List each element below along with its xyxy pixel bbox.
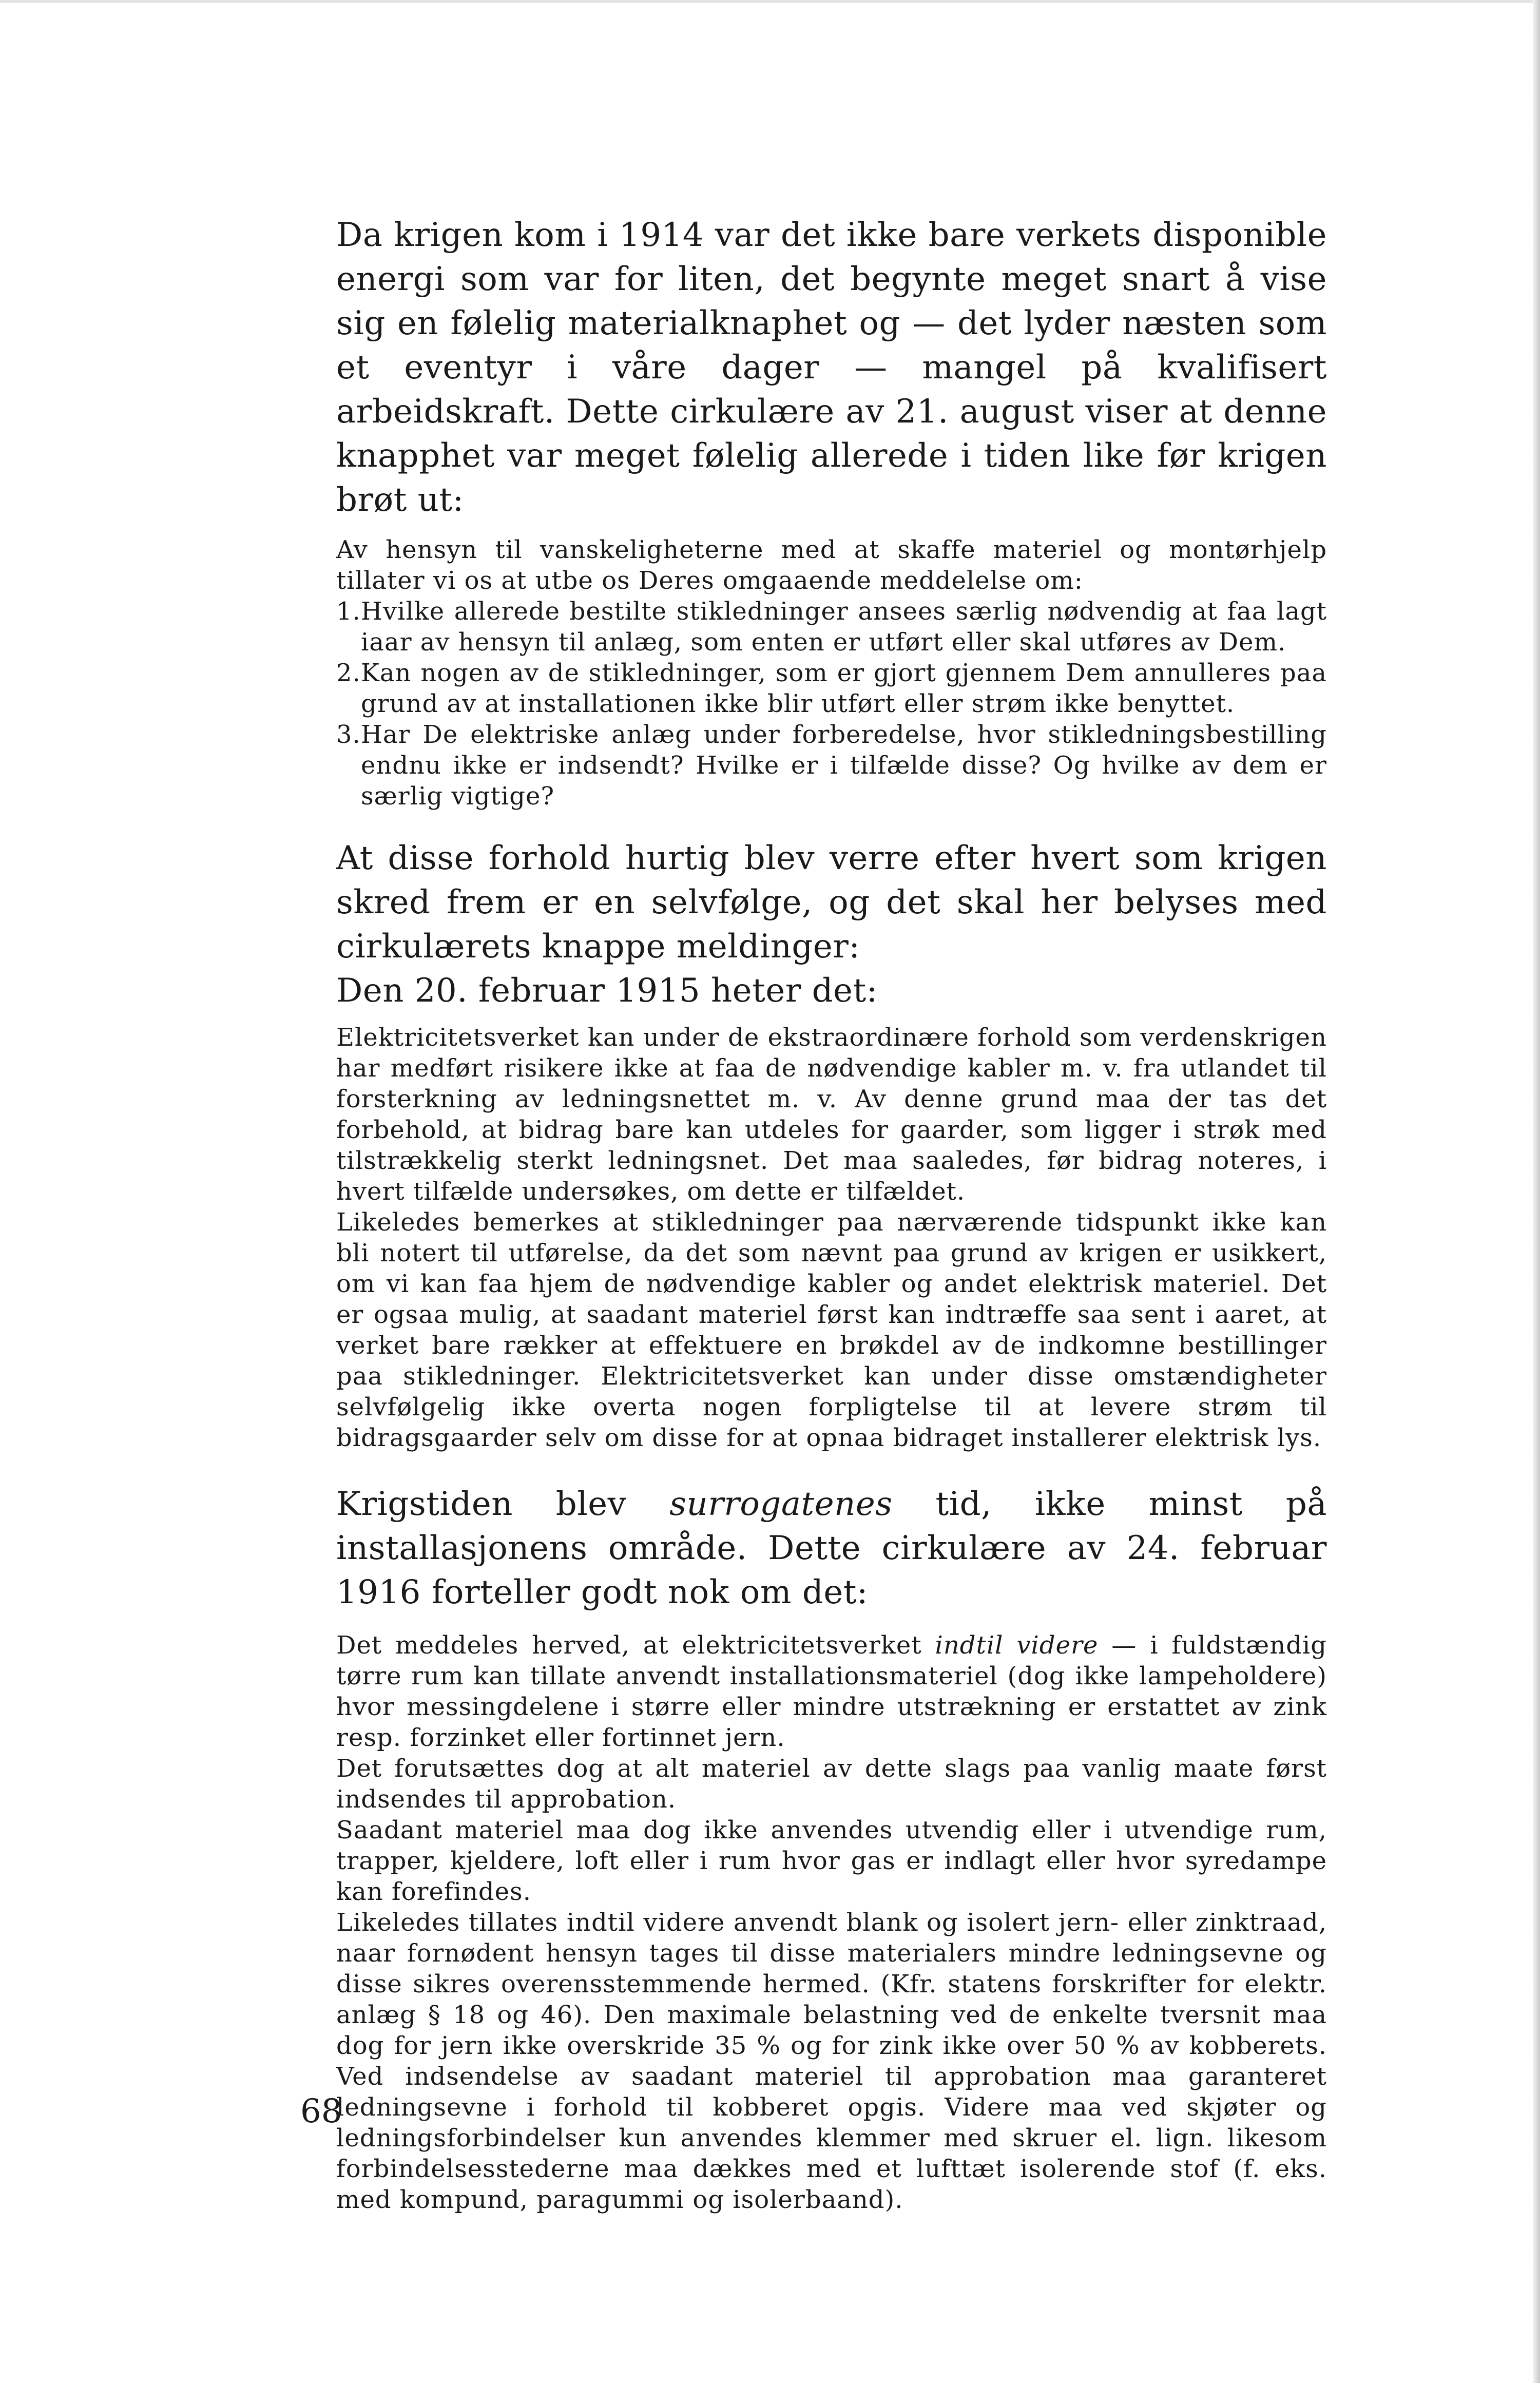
quote-first-before: Det meddeles herved, at elektricitetsverket (336, 1631, 935, 1660)
list-item-text: Hvilke allerede bestilte stikledninger ansees særlig nødvendig at faa lagt iaar av hensyn til anlæg, som enten er utført eller skal utføres av Dem. (361, 597, 1327, 657)
list-item-number: 1. (336, 597, 361, 626)
quote-paragraph: Elektricitetsverket kan under de ekstraordinære forhold som verdenskrigen har medført risikere ikke at faa de nødvendige kabler m. v. fra utlandet til forsterkning av ledningsnettet m. v. Av denne grund maa der tas det forbehold, at bidrag bare kan utdeles for gaarder, som ligger i strøk med tilstrækkelig sterkt ledningsnet. Det maa saaledes, før bidrag noteres, i hvert tilfælde undersøkes, om dette er tilfældet. (336, 1023, 1327, 1206)
quote-paragraph: Saadant materiel maa dog ikke anvendes utvendig eller i utvendige rum, trapper, kjeldere, loft eller i rum hvor gas er indlagt eller hvor syredampe kan forefindes. (336, 1816, 1327, 1906)
circular-quote-1914 (336, 534, 1327, 812)
list-item-number: 3. (336, 720, 361, 749)
paragraph-4-italic: surrogatenes (669, 1485, 893, 1523)
list-item (336, 596, 1327, 658)
paragraph-1: Da krigen kom i 1914 var det ikke bare verkets disponible energi som var for liten, det begynte meget snart å vise sig en følelig materialknaphet og — det lyder næsten som et eventyr i våre dager — mangel på kvalifisert arbeidskraft. Dette cirkulære av 21. august viser at denne knapphet var meget følelig allerede i tiden like før krigen brøt ut: (336, 216, 1327, 519)
quote-paragraph: Det forutsættes dog at alt materiel av dette slags paa vanlig maate først indsendes til approbation. (336, 1754, 1327, 1814)
paragraph-4-before: Krigstiden blev (336, 1485, 670, 1523)
circular-quote-1916 (336, 1630, 1327, 2215)
circular-quote-1915 (336, 1022, 1327, 1453)
quote-paragraph: Likeledes bemerkes at stikledninger paa nærværende tidspunkt ikke kan bli notert til utførelse, da det som nævnt paa grund av krigen er usikkert, om vi kan faa hjem de nødvendige kabler og andet elektrisk materiel. Det er ogsaa mulig, at saadant materiel først kan indtræffe saa sent i aaret, at verket bare rækker at effektuere en brøkdel av de indkomne bestillinger paa stikledninger. Elektricitetsverket kan under disse omstændigheter selvfølgelig ikke overta nogen forpligtelse til at levere strøm til bidragsgaarder selv om disse for at opnaa bidraget installerer elektrisk lys. (336, 1208, 1327, 1452)
paragraph-4 (336, 1482, 1327, 1615)
page-body (336, 213, 1327, 2215)
quote-list (336, 596, 1327, 812)
paragraph-3: Den 20. februar 1915 heter det: (336, 972, 878, 1010)
quote-first-after: — i fuldstændig tørre rum kan tillate anvendt installationsmateriel (dog ikke lampeholdere) hvor messingdelene i større eller mindre utstrækning er erstattet av zink resp. forzinket eller fortinnet jern. (336, 1631, 1327, 1752)
list-item-text: Kan nogen av de stikledninger, som er gjort gjennem Dem annulleres paa grund av at installationen ikke blir utført eller strøm ikke benyttet. (361, 659, 1327, 718)
page-number: 68 (300, 2092, 342, 2130)
paragraph-4-after: tid, ikke minst på installasjonens område. Dette cirkulære av 24. februar 1916 forteller godt nok om det: (336, 1485, 1327, 1611)
list-item-number: 2. (336, 659, 361, 687)
page-right-edge (1533, 0, 1540, 2383)
quote-intro: Av hensyn til vanskeligheterne med at skaffe materiel og montørhjelp tillater vi os at utbe os Deres omgaaende meddelelse om: (336, 535, 1327, 595)
quote-paragraph (336, 1630, 1327, 1753)
list-item (336, 719, 1327, 812)
quote-paragraph: Likeledes tillates indtil videre anvendt blank og isolert jern- eller zinktraad, naar fornødent hensyn tages til disse materialers mindre ledningsevne og disse sikres overensstemmende hermed. (Kfr. statens forskrifter for elektr. anlæg § 18 og 46). Den maximale belastning ved de enkelte tversnit maa dog for jern ikke overskride 35 % og for zink ikke over 50 % av kobberets. Ved indsendelse av saadant materiel til approbation maa garanteret ledningsevne i forhold til kobberet opgis. Videre maa ved skjøter og ledningsforbindelser kun anvendes klemmer med skruer el. lign. likesom forbindelsesstederne maa dækkes med et lufttæt isolerende stof (f. eks. med kompund, paragummi og isolerbaand). (336, 1908, 1327, 2214)
paragraph-2: At disse forhold hurtig blev verre efter hvert som krigen skred frem er en selvfølge, og det skal her belyses med cirkulærets knappe meldinger: (336, 839, 1327, 966)
page-top-edge (0, 0, 1540, 3)
list-item (336, 658, 1327, 719)
list-item-text: Har De elektriske anlæg under forberedelse, hvor stikledningsbestilling endnu ikke er indsendt? Hvilke er i tilfælde disse? Og hvilke av dem er særlig vigtige? (361, 720, 1327, 811)
quote-first-italic: indtil videre (935, 1631, 1099, 1660)
